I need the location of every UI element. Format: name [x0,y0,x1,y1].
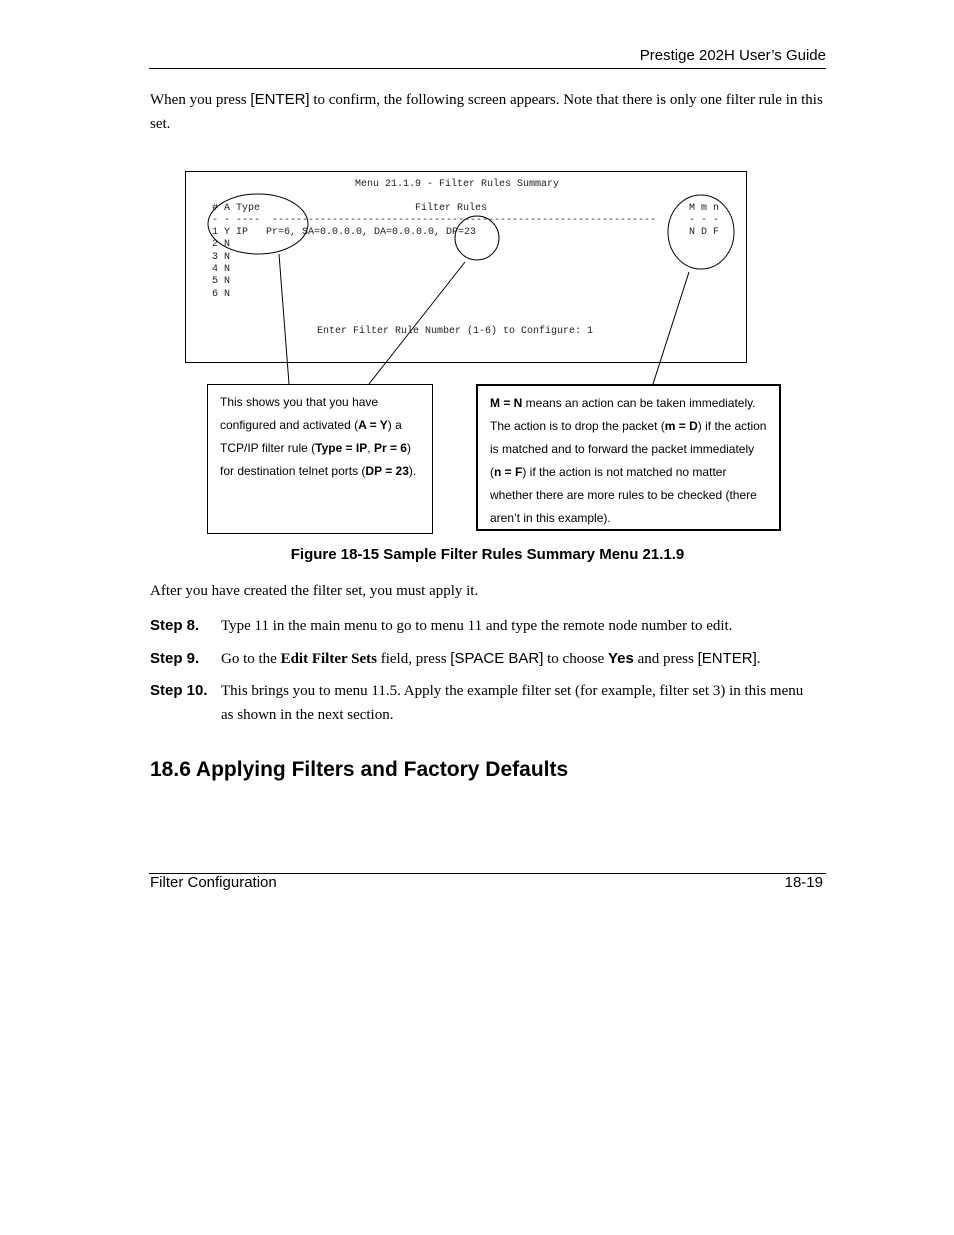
highlight-ellipse-flags [668,195,734,269]
step-8-label: Step 8. [150,617,200,634]
callout-left [207,384,433,534]
menu-title: Menu 21.1.9 - Filter Rules Summary [355,179,560,190]
step-9-text [221,647,811,671]
menu-col-mid: Filter Rules [415,203,488,214]
menu-row-2: 2 N [212,239,231,250]
callout-right-text: ) if the action is not matched no matter whether there are more rules to be checked (there aren’t in this example). [490,465,757,525]
callout-left-bold-a: A = Y [358,418,388,432]
menu-row-3: 3 N [212,252,231,263]
step-9-part: field, press [376,651,451,667]
menu-row-6: 6 N [212,289,231,300]
step-8-text: Type 11 in the main menu to go to menu 11 and type the remote node number to edit. [221,618,733,634]
menu-row-1: 1 Y IP Pr=6, SA=0.0.0.0, DA=0.0.0.0, DP=23 [212,227,477,238]
menu-dashes-mid: ---------------------------------------------------------------- [272,215,657,226]
step-9-yes: Yes [607,650,634,667]
step-9-part: to choose [543,651,608,667]
enter-key-label: [ENTER] [697,650,757,667]
callout-left-text: , [367,441,374,455]
callout-left-text: ) a TCP/IP filter rule ( [220,418,402,455]
step-9-part: and press [633,651,698,667]
step-9-label: Step 9. [150,650,200,667]
after-paragraph: After you have created the filter set, you must apply it. [150,583,479,599]
callout-right-text: means an action can be taken immediately. The action is to drop the packet ( [490,396,756,433]
step-10-label: Step 10. [150,682,208,699]
step-9-edit-filter-sets: Edit Filter Sets [280,651,377,667]
menu-col-left: # A Type [212,203,261,214]
highlight-ellipse-dp [455,216,499,260]
callout-left-text: ). [408,464,417,478]
leader-line-dp [369,262,465,384]
callout-left-text: This shows you that you have configured and activated ( [220,395,379,432]
callout-left-text: ) for destination telnet ports ( [220,441,411,478]
leader-line-type [279,254,289,384]
figure-caption: Figure 18-15 Sample Filter Rules Summary Menu 21.1.9 [290,546,685,563]
callout-left-bold-type: Type = IP [315,441,368,455]
section-heading: 18.6 Applying Filters and Factory Defaults [150,758,569,781]
highlight-ellipse-type [208,194,308,254]
callout-left-bold-pr: Pr = 6 [373,441,407,455]
menu-dashes-right: - - - [689,215,720,226]
enter-key-label: [ENTER] [250,91,310,108]
intro-text-1: When you press [150,92,251,108]
step-9-part: . [756,651,761,667]
intro-text-2: to confirm, the following screen appears. Note that there is only one filter rule in this set. [150,92,823,132]
footer-chapter: Filter Configuration [150,874,277,891]
leader-line-flags [653,272,689,384]
step-10-text: This brings you to menu 11.5. Apply the example filter set (for example, filter set 3) in this menu as shown in the next section. [221,683,804,723]
header-title: Prestige 202H User’s Guide [639,47,826,64]
space-bar-key-label: [SPACE BAR] [450,650,544,667]
callout-left-bold-dp: DP = 23 [365,464,409,478]
menu-row-1-flags: N D F [689,227,720,238]
menu-dashes-left: - - ---- [212,215,261,226]
callout-right [476,384,781,531]
callout-right-text: ) if the action is matched and to forward the packet immediately ( [490,419,767,479]
footer-page-number: 18-19 [784,874,823,891]
menu-col-right: M m n [689,203,720,214]
callout-right-bold-n: n = F [494,465,523,479]
callout-right-bold-m: m = D [664,419,698,433]
step-9-part: Go to the [221,651,281,667]
menu-row-5: 5 N [212,276,231,287]
callout-right-bold-M: M = N [490,396,523,410]
menu-row-4: 4 N [212,264,231,275]
menu-prompt: Enter Filter Rule Number (1-6) to Configure: 1 [317,326,594,337]
